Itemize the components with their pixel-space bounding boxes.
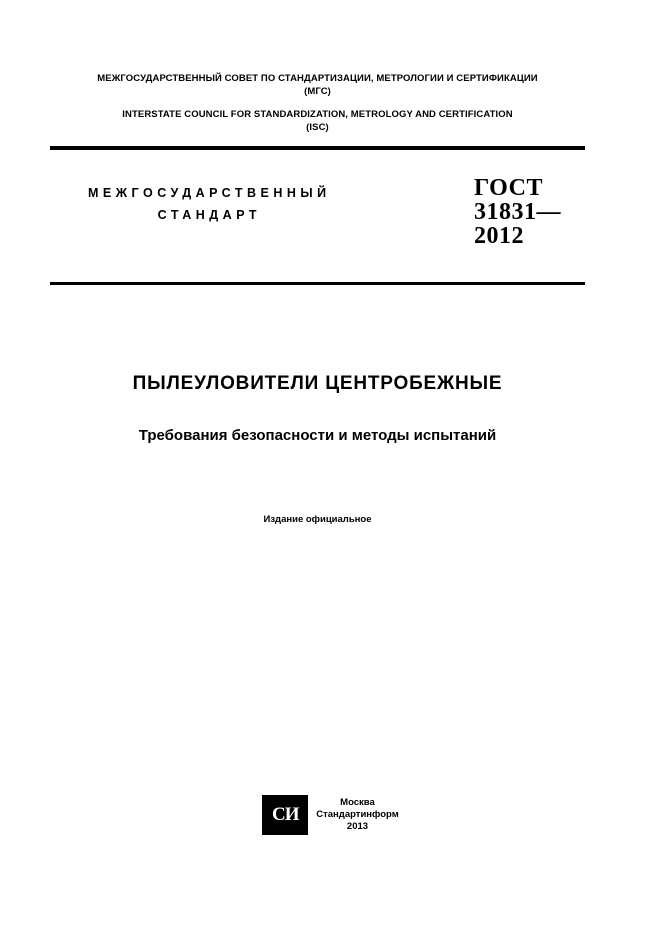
standard-code-year: 2012 <box>474 223 524 249</box>
page-content <box>50 60 585 525</box>
document-title: ПЫЛЕУЛОВИТЕЛИ ЦЕНТРОБЕЖНЫЕ <box>132 372 503 394</box>
publisher-block <box>0 795 661 835</box>
standard-identification-row <box>50 176 585 254</box>
publisher-city: Москва <box>340 797 375 808</box>
edition-note: Издание официальное <box>263 513 372 525</box>
standard-code-prefix: ГОСТ <box>474 175 543 201</box>
standard-type-label <box>50 176 331 226</box>
standard-designation <box>474 176 585 248</box>
document-subtitle: Требования безопасности и методы испытаний <box>138 426 497 444</box>
organization-header <box>50 72 585 134</box>
standartinform-logo-icon <box>262 795 308 835</box>
standard-divider <box>50 282 585 285</box>
org-abbr-english: (ISC) <box>306 122 329 133</box>
logo-text: СИ <box>272 804 299 825</box>
publisher-info <box>316 797 398 833</box>
standard-type-line2: СТАНДАРТ <box>157 208 261 222</box>
header-divider-thick <box>50 146 585 150</box>
publication-year: 2013 <box>346 821 369 832</box>
org-abbr-russian: (МГС) <box>304 86 331 97</box>
standard-type-line1: МЕЖГОСУДАРСТВЕННЫЙ <box>88 186 331 200</box>
standard-code-number: 31831— <box>474 199 561 225</box>
publisher-name: Стандартинформ <box>316 809 399 820</box>
org-name-english-line1: INTERSTATE COUNCIL FOR STANDARDIZATION, METROLOGY AND CERTIFICATION <box>122 109 513 120</box>
org-name-russian-line1: МЕЖГОСУДАРСТВЕННЫЙ СОВЕТ ПО СТАНДАРТИЗАЦИИ, МЕТРОЛОГИИ И СЕРТИФИКАЦИИ <box>97 73 538 84</box>
